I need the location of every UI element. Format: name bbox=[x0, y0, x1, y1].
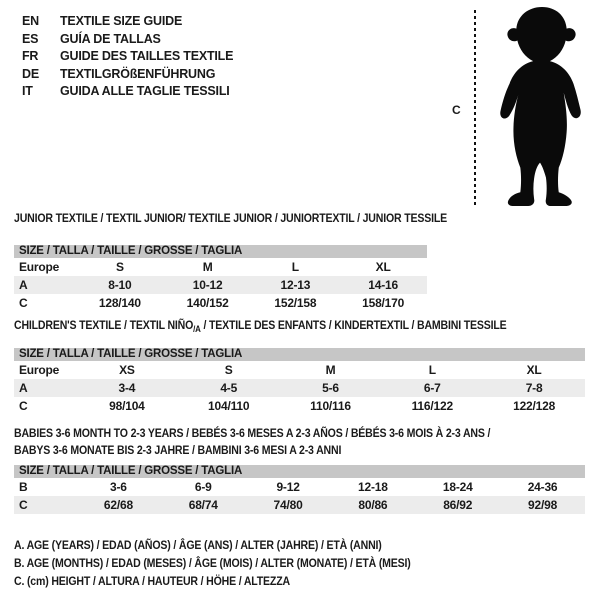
title-subscript: /A bbox=[193, 324, 201, 334]
age-cell: 4-5 bbox=[220, 381, 238, 395]
height-cell: 128/140 bbox=[98, 296, 141, 310]
size-cell: M bbox=[325, 363, 336, 377]
table-row bbox=[14, 276, 427, 294]
height-measure-label: C bbox=[452, 103, 461, 117]
height-cell: 62/68 bbox=[103, 498, 133, 512]
language-title: GUIDE DES TAILLES TEXTILE bbox=[60, 49, 234, 63]
table-row bbox=[14, 478, 585, 496]
height-cell: 152/158 bbox=[274, 296, 317, 310]
height-cell: 86/92 bbox=[443, 498, 473, 512]
height-cell: 98/104 bbox=[109, 399, 145, 413]
language-title: GUIDA ALLE TAGLIE TESSILI bbox=[60, 84, 230, 98]
title-text: CHILDREN'S TEXTILE / TEXTIL NIÑO bbox=[14, 318, 194, 332]
age-cell: 3-4 bbox=[118, 381, 136, 395]
language-title: TEXTILE SIZE GUIDE bbox=[60, 14, 183, 28]
language-title-list bbox=[22, 13, 233, 101]
row-label: B bbox=[19, 480, 28, 494]
junior-table-title: JUNIOR TEXTILE / TEXTIL JUNIOR/ TEXTILE JUNIOR / JUNIORTEXTIL / JUNIOR TESSILE bbox=[14, 211, 447, 225]
size-cell: XS bbox=[119, 363, 135, 377]
children-size-table bbox=[14, 348, 585, 415]
legend-line-b: B. AGE (MONTHS) / EDAD (MESES) / ÂGE (MOIS) / ALTER (MONATE) / ETÀ (MESI) bbox=[14, 556, 411, 570]
age-cell: 3-6 bbox=[110, 480, 127, 494]
age-cell: 5-6 bbox=[322, 381, 339, 395]
size-cell: L bbox=[291, 260, 299, 274]
baby-silhouette-icon bbox=[490, 5, 594, 208]
height-cell: 104/110 bbox=[208, 399, 250, 413]
row-label: C bbox=[19, 296, 28, 310]
title-text: / TEXTILE DES ENFANTS / KINDERTEXTIL / BAMBINI TESSILE bbox=[200, 318, 507, 332]
size-cell: L bbox=[428, 363, 436, 377]
height-cell: 110/116 bbox=[310, 399, 351, 413]
age-cell: 12-18 bbox=[358, 480, 388, 494]
size-cell: S bbox=[115, 260, 124, 274]
size-cell: XL bbox=[375, 260, 391, 274]
height-cell: 74/80 bbox=[273, 498, 303, 512]
language-code: IT bbox=[22, 84, 33, 98]
table-row bbox=[14, 496, 585, 514]
age-cell: 6-9 bbox=[194, 480, 212, 494]
age-cell: 10-12 bbox=[192, 278, 223, 292]
row-label: C bbox=[19, 399, 28, 413]
legend-line-a: A. AGE (YEARS) / EDAD (AÑOS) / ÂGE (ANS) / ALTER (JAHRE) / ETÀ (ANNI) bbox=[14, 538, 382, 552]
language-title: GUÍA DE TALLAS bbox=[60, 31, 161, 46]
language-row bbox=[22, 48, 233, 66]
size-header-band: SIZE / TALLA / TAILLE / GRÖSSE / TAGLIA bbox=[14, 465, 585, 478]
height-cell: 158/170 bbox=[362, 296, 405, 310]
table-row bbox=[14, 294, 427, 312]
age-cell: 14-16 bbox=[368, 278, 398, 292]
language-row bbox=[22, 13, 233, 31]
language-title: TEXTILGRÖßENFÜHRUNG bbox=[60, 66, 216, 81]
size-header-band: SIZE / TALLA / TAILLE / GRÖSSE / TAGLIA bbox=[14, 245, 427, 258]
age-cell: 7-8 bbox=[525, 381, 543, 395]
language-code: EN bbox=[22, 14, 39, 28]
age-cell: 9-12 bbox=[276, 480, 300, 494]
legend-line-c: C. (cm) HEIGHT / ALTURA / HAUTEUR / HÖHE / ALTEZZA bbox=[14, 574, 290, 588]
table-row bbox=[14, 379, 585, 397]
height-cell: 122/128 bbox=[513, 399, 556, 413]
table-row bbox=[14, 397, 585, 415]
height-cell: 140/152 bbox=[186, 296, 229, 310]
height-cell: 92/98 bbox=[528, 498, 558, 512]
row-label: Europe bbox=[19, 260, 60, 274]
measure-legend bbox=[14, 536, 465, 590]
row-label: C bbox=[19, 498, 28, 512]
row-label: A bbox=[19, 278, 28, 292]
babies-size-table bbox=[14, 465, 585, 514]
language-code: DE bbox=[22, 66, 39, 81]
height-cell: 116/122 bbox=[411, 399, 453, 413]
language-row bbox=[22, 66, 233, 84]
row-label: A bbox=[19, 381, 28, 395]
age-cell: 8-10 bbox=[108, 278, 132, 292]
language-code: FR bbox=[22, 49, 39, 63]
table-row bbox=[14, 361, 585, 379]
size-cell: M bbox=[202, 260, 213, 274]
babies-table-title-line2: BABYS 3-6 MONATE BIS 2-3 JAHRE / BAMBINI 3-6 MESI A 2-3 ANNI bbox=[14, 443, 342, 457]
size-cell: S bbox=[224, 363, 233, 377]
height-measure-figure bbox=[440, 0, 600, 215]
size-header-band: SIZE / TALLA / TAILLE / GRÖSSE / TAGLIA bbox=[14, 348, 585, 361]
age-cell: 18-24 bbox=[442, 480, 473, 494]
babies-table-title-line1: BABIES 3-6 MONTH TO 2-3 YEARS / BEBÉS 3-6 MESES A 2-3 AÑOS / BÉBÉS 3-6 MOIS À 2-3 ANS / bbox=[14, 426, 491, 440]
height-cell: 80/86 bbox=[358, 498, 388, 512]
size-cell: XL bbox=[526, 363, 542, 377]
language-row bbox=[22, 31, 233, 49]
age-cell: 6-7 bbox=[423, 381, 441, 395]
junior-size-table bbox=[14, 245, 427, 312]
row-label: Europe bbox=[19, 363, 60, 377]
children-table-title bbox=[14, 318, 507, 334]
language-code: ES bbox=[22, 31, 39, 46]
table-row bbox=[14, 258, 427, 276]
height-dashed-line bbox=[474, 10, 476, 206]
language-row bbox=[22, 83, 233, 101]
age-cell: 12-13 bbox=[280, 278, 311, 292]
height-cell: 68/74 bbox=[188, 498, 218, 512]
age-cell: 24-36 bbox=[527, 480, 558, 494]
